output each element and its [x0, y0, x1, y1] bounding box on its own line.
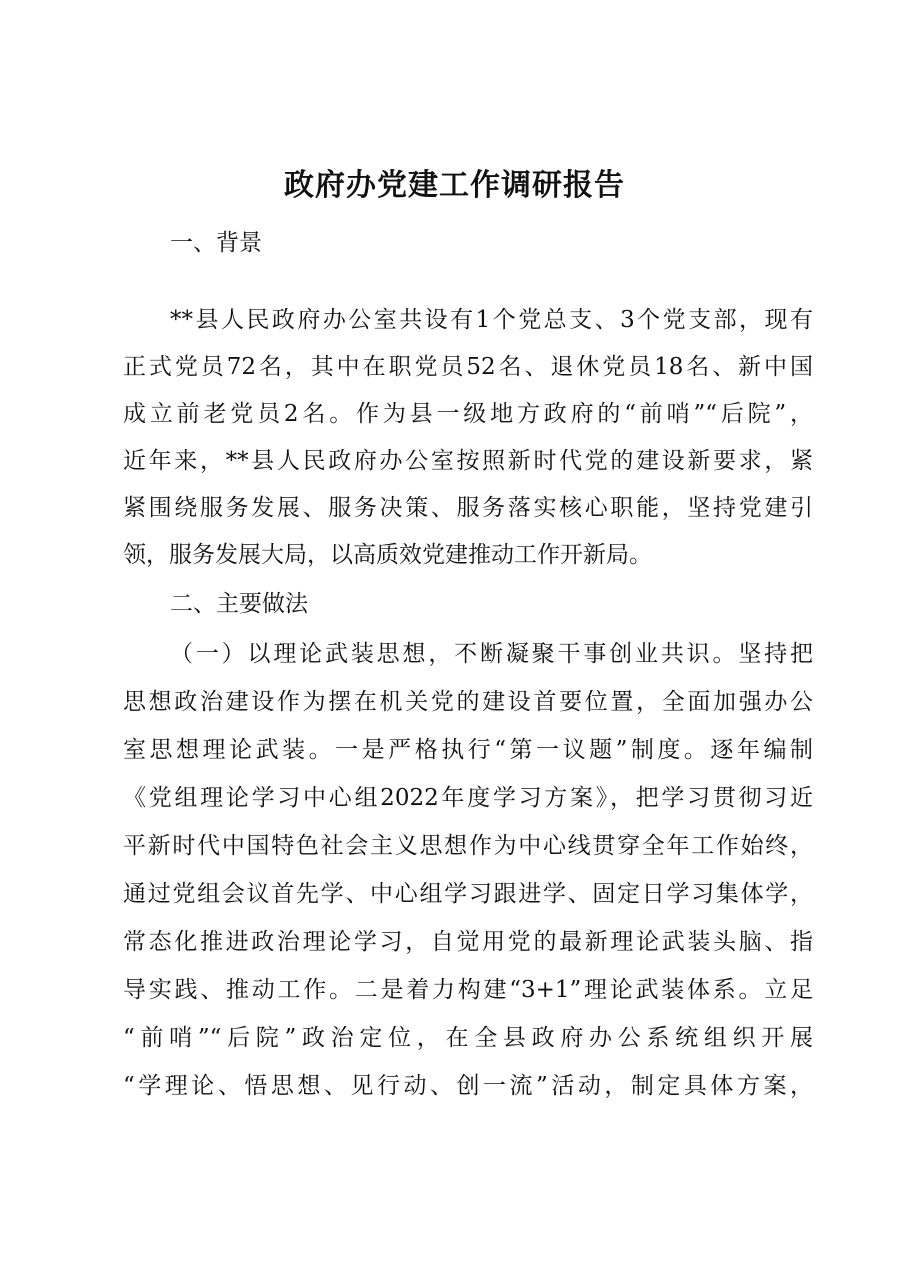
paragraph-line: 《党组理论学习中心组2022年度学习方案》，把学习贯彻习近 — [123, 785, 813, 811]
paragraph-line: 近年来，**县人民政府办公室按照新时代党的建设新要求，紧 — [123, 448, 813, 474]
paragraph-line: 常态化推进政治理论学习，自觉用党的最新理论武装头脑、指 — [123, 929, 813, 955]
paragraph-line: “前哨”“后院”政治定位，在全县政府办公系统组织开展 — [123, 1025, 813, 1051]
paragraph-line: （一）以理论武装思想，不断凝聚干事创业共识。坚持把 — [170, 641, 813, 667]
paragraph-line: 通过党组会议首先学、中心组学习跟进学、固定日学习集体学， — [123, 881, 813, 907]
section-heading-main-practices: 二、主要做法 — [170, 591, 308, 617]
paragraph-line: 正式党员72名，其中在职党员52名、退休党员18名、新中国 — [123, 354, 813, 380]
paragraph-line: 领，服务发展大局，以高质效党建推动工作开新局。 — [123, 542, 652, 568]
section-heading-background: 一、背景 — [170, 230, 262, 256]
paragraph-line: “学理论、悟思想、见行动、创一流”活动，制定具体方案， — [123, 1073, 813, 1099]
paragraph-line: 紧围绕服务发展、服务决策、服务落实核心职能，坚持党建引 — [123, 495, 813, 521]
document-title: 政府办党建工作调研报告 — [284, 168, 625, 203]
paragraph-line: 室思想理论武装。一是严格执行“第一议题”制度。逐年编制 — [123, 737, 813, 763]
paragraph-line: 平新时代中国特色社会主义思想作为中心线贯穿全年工作始终， — [123, 833, 813, 859]
paragraph-line: 成立前老党员2名。作为县一级地方政府的“前哨”“后院”， — [123, 401, 813, 427]
paragraph-line: 思想政治建设作为摆在机关党的建设首要位置，全面加强办公 — [123, 689, 813, 715]
paragraph-line: 导实践、推动工作。二是着力构建“3+1”理论武装体系。立足 — [123, 977, 813, 1003]
paragraph-line: **县人民政府办公室共设有1个党总支、3个党支部，现有 — [170, 307, 813, 333]
